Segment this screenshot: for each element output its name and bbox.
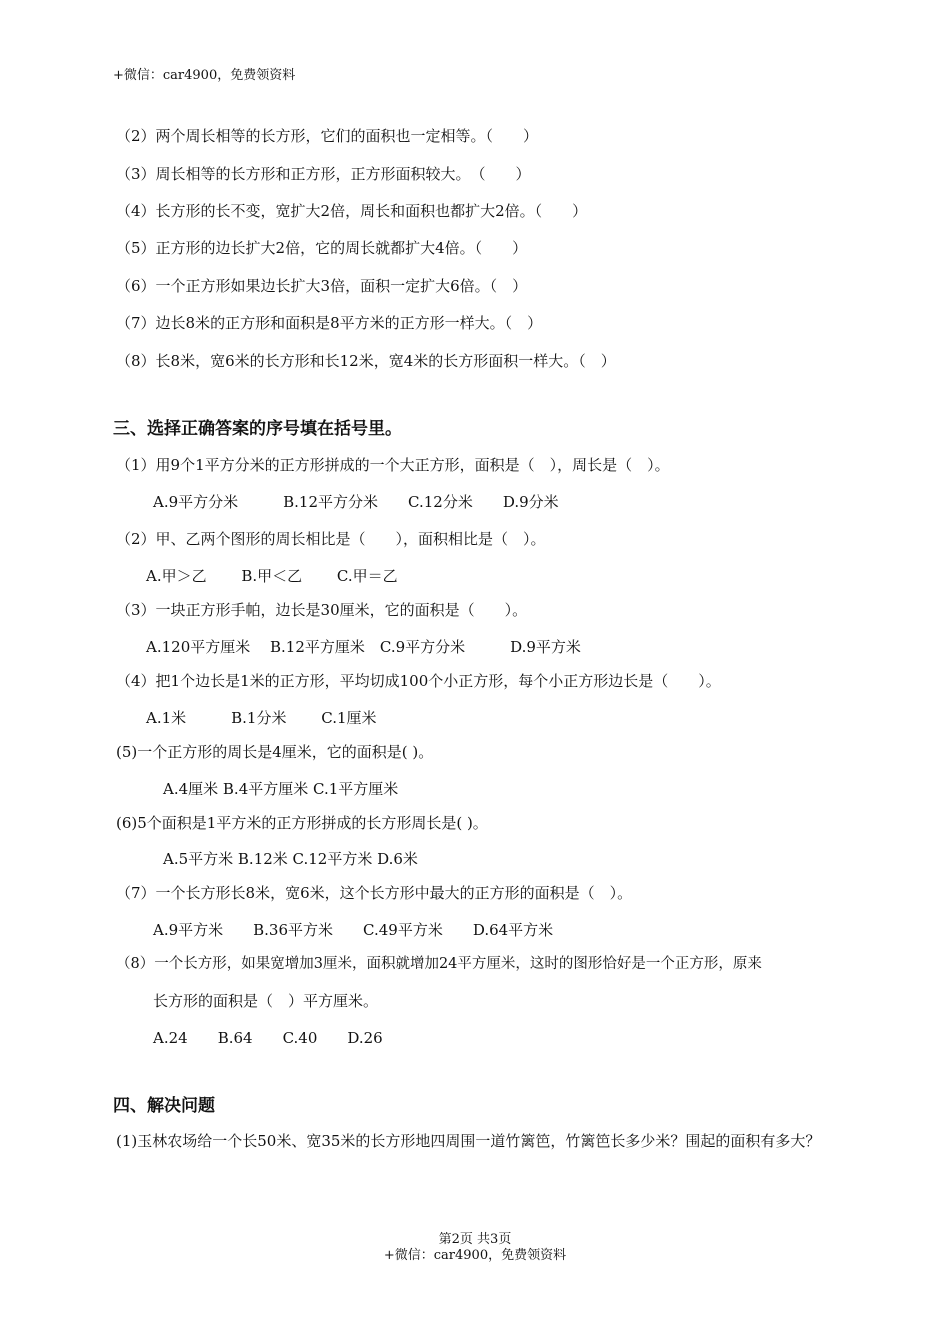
judge-item-7: （7）边长8米的正方形和面积是8平方米的正方形一样大。（ ） — [116, 314, 543, 332]
choice-options-3: A.120平方厘米 B.12平方厘米 C.9平方分米 D.9平方米 — [146, 638, 581, 656]
choice-question-7: （7）一个长方形长8米，宽6米，这个长方形中最大的正方形的面积是（ ）。 — [116, 884, 633, 902]
choice-question-2: （2）甲、乙两个图形的周长相比是（ ），面积相比是（ ）。 — [116, 530, 546, 548]
problem-1: (1)玉林农场给一个长50米、宽35米的长方形地四周围一道竹篱笆，竹篱笆长多少米？围起的面积有多大？ — [116, 1132, 821, 1150]
judge-item-5: （5）正方形的边长扩大2倍，它的周长就都扩大4倍。（ ） — [116, 239, 528, 257]
judge-item-2: （2）两个周长相等的长方形，它们的面积也一定相等。（ ） — [116, 127, 539, 145]
choice-question-1: （1）用9个1平方分米的正方形拼成的一个大正方形，面积是（ ），周长是（ ）。 — [116, 456, 670, 474]
judge-item-8: （8）长8米，宽6米的长方形和长12米，宽4米的长方形面积一样大。（ ） — [116, 352, 616, 370]
judge-item-6: （6）一个正方形如果边长扩大3倍，面积一定扩大6倍。（ ） — [116, 277, 528, 295]
page-number: 第2页 共3页 — [438, 1232, 512, 1247]
choice-options-2: A.甲＞乙 B.甲＜乙 C.甲＝乙 — [146, 567, 398, 585]
judge-item-4: （4）长方形的长不变，宽扩大2倍，周长和面积也都扩大2倍。（ ） — [116, 202, 588, 220]
section3-title: 三、选择正确答案的序号填在括号里。 — [113, 419, 402, 439]
choice-question-4: （4）把1个边长是1米的正方形，平均切成100个小正方形，每个小正方形边长是（ ）。 — [116, 672, 721, 690]
choice-options-6: A.5平方米 B.12米 C.12平方米 D.6米 — [163, 850, 418, 868]
choice-options-1: A.9平方分米 B.12平方分米 C.12分米 D.9分米 — [153, 493, 559, 511]
choice-question-8: （8）一个长方形，如果宽增加3厘米，面积就增加24平方厘米，这时的图形恰好是一个正方形，原来 — [116, 956, 762, 972]
footer-watermark: +微信：car4900，免费领资料 — [383, 1248, 567, 1263]
judge-item-3: （3）周长相等的长方形和正方形，正方形面积较大。 （ ） — [116, 165, 531, 183]
choice-question-3: （3）一块正方形手帕，边长是30厘米，它的面积是（ ）。 — [116, 601, 528, 619]
header-watermark: +微信：car4900，免费领资料 — [113, 68, 296, 83]
choice-question-6: (6)5个面积是1平方米的正方形拼成的长方形周长是( )。 — [116, 814, 488, 832]
choice-question-8-continued: 长方形的面积是（ ）平方厘米。 — [153, 992, 379, 1010]
choice-options-8: A.24 B.64 C.40 D.26 — [153, 1029, 383, 1047]
choice-options-5: A.4厘米 B.4平方厘米 C.1平方厘米 — [163, 780, 399, 798]
section4-title: 四、解决问题 — [113, 1096, 215, 1116]
choice-question-5: (5)一个正方形的周长是4厘米，它的面积是( )。 — [116, 743, 434, 761]
choice-options-7: A.9平方米 B.36平方米 C.49平方米 D.64平方米 — [153, 921, 554, 939]
choice-options-4: A.1米 B.1分米 C.1厘米 — [146, 709, 377, 727]
